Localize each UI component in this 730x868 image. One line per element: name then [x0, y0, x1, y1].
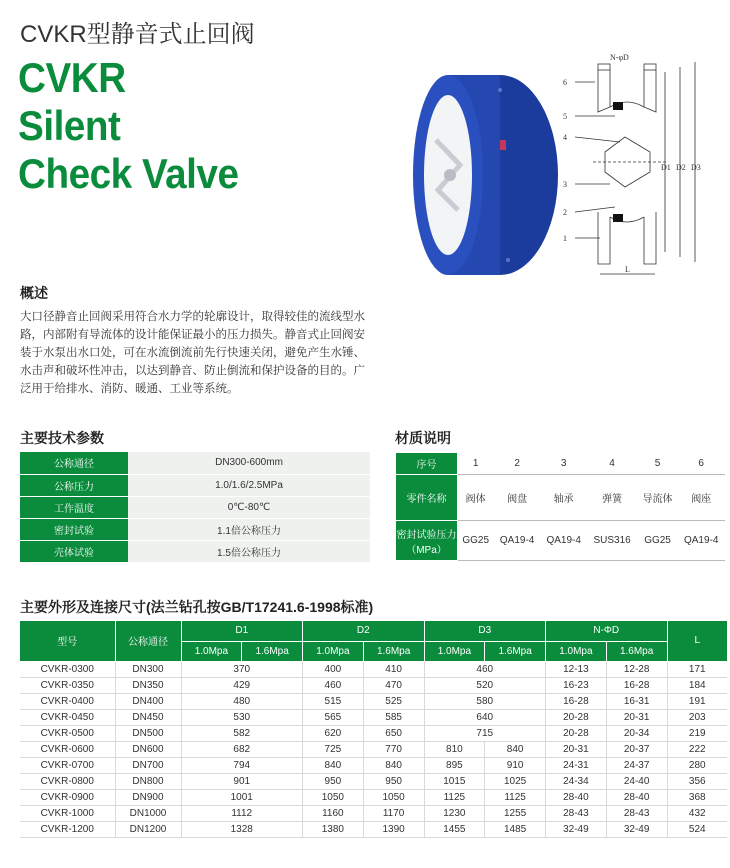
- dim-cell-d3a: 460: [424, 661, 546, 677]
- table-row: [20, 741, 727, 757]
- tech-value: 1.0/1.6/2.5MPa: [128, 474, 370, 496]
- dim-cell-d3a: 580: [424, 693, 546, 709]
- dim-cell-m: CVKR-1000: [20, 805, 115, 821]
- tech-value: 1.5倍公称压力: [128, 540, 370, 562]
- dim-header-row: [20, 621, 727, 641]
- dim-cell-d2b: 585: [363, 709, 424, 725]
- dim-cell-d2b: 1170: [363, 805, 424, 821]
- dim-cell-d1a: 370: [181, 661, 303, 677]
- dim-cell-na: 24-34: [546, 773, 607, 789]
- product-subtitle: CVKR型静音式止回阀: [20, 21, 255, 48]
- material-row-label: 序号: [396, 453, 458, 475]
- dim-cell-d1a: 429: [181, 677, 303, 693]
- dim-cell-l: 368: [667, 789, 727, 805]
- material-part-name: 阀座: [678, 475, 725, 521]
- dim-cell-l: 184: [667, 677, 727, 693]
- material-table: [395, 452, 725, 561]
- material-value: SUS316: [587, 521, 637, 561]
- dim-cell-na: 20-28: [546, 725, 607, 741]
- dim-cell-nb: 24-37: [606, 757, 667, 773]
- dim-cell-d2b: 950: [363, 773, 424, 789]
- dim-cell-l: 203: [667, 709, 727, 725]
- dim-cell-l: 191: [667, 693, 727, 709]
- dim-cell-d3b: 1485: [485, 821, 546, 837]
- dim-cell-nb: 12-28: [606, 661, 667, 677]
- dim-cell-m: CVKR-0350: [20, 677, 115, 693]
- dim-cell-dn: DN500: [115, 725, 181, 741]
- dim-cell-d2a: 1050: [303, 789, 364, 805]
- dim-cell-na: 28-40: [546, 789, 607, 805]
- table-row: [20, 709, 727, 725]
- drawing-label-3: 3: [563, 180, 567, 189]
- drawing-label-d2: D2: [676, 163, 686, 172]
- dim-cell-d2b: 410: [363, 661, 424, 677]
- dim-cell-d3b: 1025: [485, 773, 546, 789]
- dim-body: [20, 661, 727, 837]
- dim-cell-d3b: 910: [485, 757, 546, 773]
- material-number: 3: [540, 453, 587, 475]
- dim-cell-dn: DN1200: [115, 821, 181, 837]
- dim-cell-nb: 32-49: [606, 821, 667, 837]
- dim-cell-na: 12-13: [546, 661, 607, 677]
- dim-cell-m: CVKR-0450: [20, 709, 115, 725]
- dim-cell-dn: DN1000: [115, 805, 181, 821]
- tech-row: [20, 452, 370, 474]
- tech-value: 0℃-80℃: [128, 496, 370, 518]
- dim-cell-dn: DN600: [115, 741, 181, 757]
- dim-cell-dn: DN450: [115, 709, 181, 725]
- dim-cell-d1a: 1328: [181, 821, 303, 837]
- dim-cell-l: 280: [667, 757, 727, 773]
- title-line-3: Check Valve: [18, 150, 239, 197]
- material-number: 5: [637, 453, 678, 475]
- tech-key: 壳体试验: [20, 540, 128, 562]
- dim-cell-d2a: 1160: [303, 805, 364, 821]
- dim-cell-na: 24-31: [546, 757, 607, 773]
- dim-cell-l: 171: [667, 661, 727, 677]
- tech-key: 密封试验: [20, 518, 128, 540]
- table-row: [20, 773, 727, 789]
- dim-cell-d2b: 1050: [363, 789, 424, 805]
- dimensions-table: [20, 621, 727, 838]
- material-heading: 材质说明: [395, 430, 451, 446]
- dim-cell-d2b: 1390: [363, 821, 424, 837]
- dim-cell-d2a: 460: [303, 677, 364, 693]
- dim-cell-dn: DN400: [115, 693, 181, 709]
- dim-cell-d3a: 1015: [424, 773, 485, 789]
- dim-pressure-16: 1.6Mpa: [363, 641, 424, 661]
- material-value-row: [396, 521, 725, 561]
- dim-cell-d2a: 400: [303, 661, 364, 677]
- dim-cell-nb: 16-31: [606, 693, 667, 709]
- tech-value: 1.1倍公称压力: [128, 518, 370, 540]
- dim-cell-na: 20-28: [546, 709, 607, 725]
- drawing-label-d3: D3: [691, 163, 701, 172]
- dim-cell-dn: DN700: [115, 757, 181, 773]
- dim-cell-m: CVKR-1200: [20, 821, 115, 837]
- valve-section-drawing: [555, 52, 730, 282]
- dim-cell-nb: 20-37: [606, 741, 667, 757]
- dim-cell-d3a: 895: [424, 757, 485, 773]
- tech-row: [20, 474, 370, 496]
- dim-cell-d2b: 650: [363, 725, 424, 741]
- tech-value: DN300-600mm: [128, 452, 370, 474]
- table-row: [20, 725, 727, 741]
- dim-cell-dn: DN800: [115, 773, 181, 789]
- dim-cell-dn: DN900: [115, 789, 181, 805]
- dim-cell-d2a: 1380: [303, 821, 364, 837]
- tech-row: [20, 496, 370, 518]
- dim-cell-l: 356: [667, 773, 727, 789]
- dim-cell-m: CVKR-0700: [20, 757, 115, 773]
- dim-col-l: L: [667, 621, 727, 661]
- dim-cell-na: 16-23: [546, 677, 607, 693]
- material-row-label: 零件名称: [396, 475, 458, 521]
- drawing-label-5: 5: [563, 112, 567, 121]
- table-row: [20, 757, 727, 773]
- dim-cell-d2b: 840: [363, 757, 424, 773]
- dim-cell-d1a: 1001: [181, 789, 303, 805]
- dim-cell-d3b: 1125: [485, 789, 546, 805]
- dim-cell-d2b: 525: [363, 693, 424, 709]
- drawing-label-d1: D1: [661, 163, 671, 172]
- dim-cell-nb: 20-34: [606, 725, 667, 741]
- drawing-label-nd: N-φD: [610, 53, 629, 62]
- table-row: [20, 805, 727, 821]
- dim-cell-l: 222: [667, 741, 727, 757]
- dim-col-d2: D2: [303, 621, 425, 641]
- dim-cell-m: CVKR-0900: [20, 789, 115, 805]
- dim-cell-d3a: 1125: [424, 789, 485, 805]
- overview-heading: 概述: [20, 285, 48, 301]
- dim-cell-d2a: 840: [303, 757, 364, 773]
- tech-key: 公称压力: [20, 474, 128, 496]
- table-row: [20, 789, 727, 805]
- dimensions-heading: 主要外形及连接尺寸(法兰钻孔按GB/T17241.6-1998标准): [20, 599, 374, 615]
- dim-cell-d1a: 582: [181, 725, 303, 741]
- tech-key: 工作温度: [20, 496, 128, 518]
- drawing-label-l: L: [625, 265, 630, 274]
- material-part-name: 导流体: [637, 475, 678, 521]
- product-title: [18, 54, 238, 198]
- dim-col-dn: 公称通径: [115, 621, 181, 661]
- dim-col-nd: N-ΦD: [546, 621, 668, 641]
- drawing-label-1: 1: [563, 234, 567, 243]
- dim-cell-dn: DN300: [115, 661, 181, 677]
- dim-cell-d3b: 840: [485, 741, 546, 757]
- dim-pressure-16: 1.6Mpa: [242, 641, 303, 661]
- dim-cell-d1a: 794: [181, 757, 303, 773]
- dim-cell-nb: 28-40: [606, 789, 667, 805]
- dim-cell-l: 219: [667, 725, 727, 741]
- dim-cell-d3a: 520: [424, 677, 546, 693]
- tech-row: [20, 518, 370, 540]
- dim-cell-d2a: 725: [303, 741, 364, 757]
- dim-cell-m: CVKR-0800: [20, 773, 115, 789]
- dim-cell-d1a: 530: [181, 709, 303, 725]
- dim-cell-m: CVKR-0300: [20, 661, 115, 677]
- table-row: [20, 677, 727, 693]
- drawing-label-2: 2: [563, 208, 567, 217]
- dim-cell-d2b: 770: [363, 741, 424, 757]
- dim-cell-nb: 28-43: [606, 805, 667, 821]
- dim-col-d3: D3: [424, 621, 546, 641]
- material-number: 2: [494, 453, 541, 475]
- table-row: [20, 661, 727, 677]
- dim-cell-l: 432: [667, 805, 727, 821]
- material-part-name: 阀盘: [494, 475, 541, 521]
- dim-cell-d3a: 1455: [424, 821, 485, 837]
- material-name-row: [396, 475, 725, 521]
- title-line-2: Silent: [18, 102, 121, 149]
- dim-cell-d1a: 1112: [181, 805, 303, 821]
- dim-cell-m: CVKR-0500: [20, 725, 115, 741]
- dim-pressure-10: 1.0Mpa: [546, 641, 607, 661]
- material-value: QA19-4: [540, 521, 587, 561]
- material-value: QA19-4: [494, 521, 541, 561]
- drawing-label-4: 4: [563, 133, 567, 142]
- material-row-label: 密封试验压力 （MPa）: [396, 521, 458, 561]
- dim-cell-d1a: 480: [181, 693, 303, 709]
- dim-cell-d3a: 810: [424, 741, 485, 757]
- dim-cell-dn: DN350: [115, 677, 181, 693]
- title-line-1: CVKR: [18, 54, 126, 101]
- drawing-label-6: 6: [563, 78, 567, 87]
- tech-row: [20, 540, 370, 562]
- dim-cell-d3a: 640: [424, 709, 546, 725]
- dim-cell-na: 16-28: [546, 693, 607, 709]
- dim-cell-d2a: 950: [303, 773, 364, 789]
- dim-cell-d1a: 682: [181, 741, 303, 757]
- dim-cell-d2a: 620: [303, 725, 364, 741]
- material-value: QA19-4: [678, 521, 725, 561]
- material-number-row: [396, 453, 725, 475]
- dim-col-d1: D1: [181, 621, 303, 641]
- tech-heading: 主要技术参数: [20, 430, 104, 446]
- dim-cell-d1a: 901: [181, 773, 303, 789]
- material-value: GG25: [458, 521, 494, 561]
- dim-pressure-10: 1.0Mpa: [303, 641, 364, 661]
- dim-cell-m: CVKR-0600: [20, 741, 115, 757]
- dim-pressure-10: 1.0Mpa: [181, 641, 242, 661]
- dim-cell-nb: 24-40: [606, 773, 667, 789]
- dim-cell-d2b: 470: [363, 677, 424, 693]
- dim-cell-l: 524: [667, 821, 727, 837]
- dim-col-model: 型号: [20, 621, 115, 661]
- overview-text: 大口径静音止回阀采用符合水力学的轮廓设计，取得较佳的流线型水路，内部附有导流体的设计能保证最小的压力损失。静音式止回阀安装于水泵出水口处，可在水流倒流前先行快速关闭，避免产生水锤、水击声和破坏性冲击，以达到静音、防止倒流和保护设备的目的。广泛用于给排水、消防、暖通、工业等系统。: [20, 311, 365, 395]
- dim-pressure-16: 1.6Mpa: [485, 641, 546, 661]
- dim-cell-nb: 20-31: [606, 709, 667, 725]
- dim-cell-d2a: 515: [303, 693, 364, 709]
- dim-cell-na: 28-43: [546, 805, 607, 821]
- dim-cell-d3a: 1230: [424, 805, 485, 821]
- material-number: 4: [587, 453, 637, 475]
- material-part-name: 阀体: [458, 475, 494, 521]
- tech-table: [20, 452, 370, 563]
- material-part-name: 轴承: [540, 475, 587, 521]
- material-part-name: 弹簧: [587, 475, 637, 521]
- dim-cell-na: 32-49: [546, 821, 607, 837]
- dim-cell-na: 20-31: [546, 741, 607, 757]
- dim-cell-nb: 16-28: [606, 677, 667, 693]
- dim-pressure-16: 1.6Mpa: [606, 641, 667, 661]
- dim-cell-d3a: 715: [424, 725, 546, 741]
- dim-cell-m: CVKR-0400: [20, 693, 115, 709]
- dim-cell-d3b: 1255: [485, 805, 546, 821]
- dim-cell-d2a: 565: [303, 709, 364, 725]
- table-row: [20, 693, 727, 709]
- material-number: 6: [678, 453, 725, 475]
- material-value: GG25: [637, 521, 678, 561]
- material-number: 1: [458, 453, 494, 475]
- valve-photo: [408, 70, 563, 280]
- dim-pressure-10: 1.0Mpa: [424, 641, 485, 661]
- table-row: [20, 821, 727, 837]
- tech-key: 公称通径: [20, 452, 128, 474]
